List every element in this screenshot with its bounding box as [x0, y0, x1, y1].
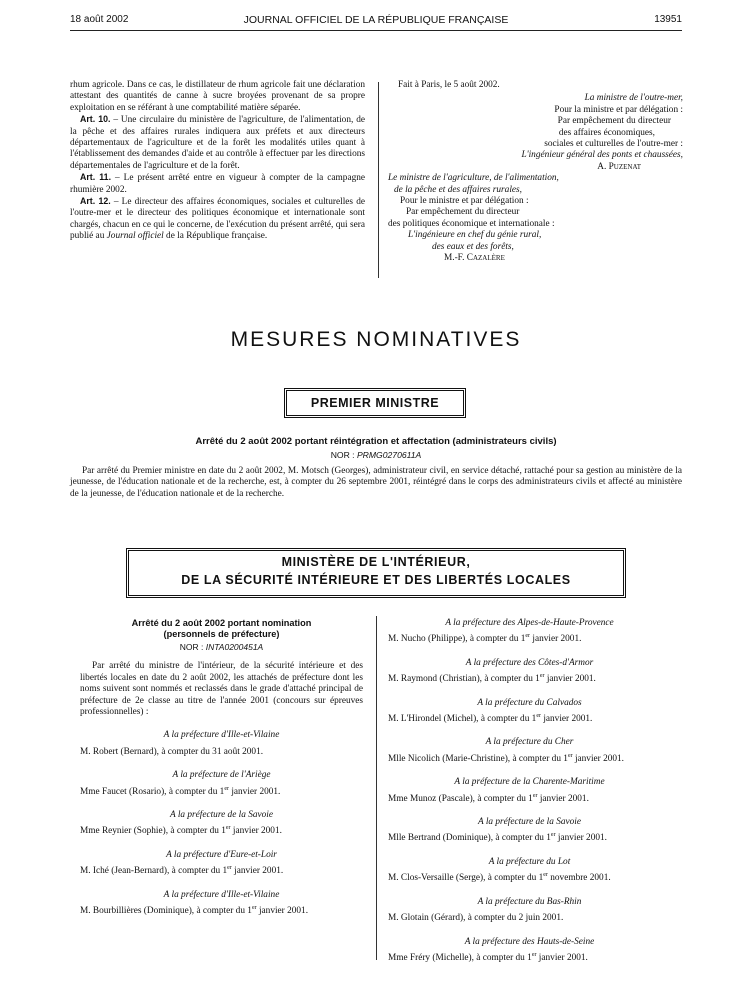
prefecture-heading: A la préfecture d'Ille-et-Vilaine: [163, 730, 280, 741]
signature-1-line: Par empêchement du directeur: [557, 116, 671, 127]
article-text: – Une circulaire du ministère de l'agriculture, de l'alimentation, de la pêche et des affaires rurales indiquera aux préfets et aux directeurs départementaux de l'agriculture et de la forêt les modalités utiles quant à l'établissement des demandes d'aide et au contrôle à effectuer par les directions départementales de l'agriculture et de la forêt.: [70, 115, 365, 171]
list-item: M. Nucho (Philippe), à compter du 1er janvier 2001.: [388, 633, 582, 645]
section-heading: MESURES NOMINATIVES: [230, 328, 522, 351]
list-item: M. Raymond (Christian), à compter du 1er janvier 2001.: [388, 673, 596, 685]
column-divider: [376, 616, 377, 960]
signature-1-title: La ministre de l'outre-mer,: [584, 93, 683, 104]
signature-1-line: sociales et culturelles de l'outre-mer :: [544, 139, 683, 150]
arrete-title: Arrêté du 2 août 2002 portant nomination: [131, 618, 312, 628]
signatures-column: [388, 80, 683, 265]
arrete-paragraph: Par arrêté du Premier ministre en date du 2 août 2002, M. Motsch (Georges), administrateur civil, en service détaché, rattaché pour sa gestion au ministère de la jeunesse, de l'éducation nationale et de la recherche, est, à compter du 26 septembre 2001, réintégré dans le corps des administrateurs civils et affecté au ministère de la jeunesse, de l'éducation nationale et de la recherche.: [70, 466, 682, 499]
page-header: [70, 14, 682, 31]
nor-reference: NOR : PRMG0270611A: [330, 450, 422, 460]
article-10: [70, 114, 365, 172]
header-date: 18 août 2002: [70, 14, 129, 25]
signature-2-line: Pour le ministre et par délégation :: [400, 196, 529, 207]
signature-2-name: M.-F. Cazalère: [444, 253, 505, 264]
prefecture-heading: A la préfecture du Calvados: [477, 697, 582, 708]
prefecture-heading: A la préfecture des Hauts-de-Seine: [464, 936, 595, 947]
list-item: Mme Reynier (Sophie), à compter du 1er janvier 2001.: [80, 825, 282, 837]
prefecture-heading: A la préfecture d'Eure-et-Loir: [166, 849, 277, 860]
article-11: [70, 172, 365, 196]
signature-1-name: A. Puzenat: [597, 161, 641, 172]
arrete-title: Arrêté du 2 août 2002 portant réintégration et affectation (administrateurs civils): [195, 436, 557, 447]
top-left-column: [70, 80, 365, 243]
article-text: – Le présent arrêté entre en vigueur à compter de la campagne rhumière 2002.: [70, 173, 365, 195]
prefecture-heading: A la préfecture de la Savoie: [169, 810, 273, 821]
list-item: Mme Faucet (Rosario), à compter du 1er janvier 2001.: [80, 785, 281, 797]
nor-reference: NOR : INTA0200451A: [179, 642, 264, 652]
article-label: Art. 11.: [80, 172, 112, 183]
paragraph: rhum agricole. Dans ce cas, le distillateur de rhum agricole fait une déclaration attestant des quantités de canne à sucre broyées provenant de sa propre exploitation en se référant à une comptabilité matière séparée.: [70, 80, 365, 113]
list-item: Mme Fréry (Michelle), à compter du 1er janvier 2001.: [388, 951, 588, 963]
prefecture-heading: A la préfecture de l'Ariège: [172, 770, 271, 781]
article-text: de la République française.: [163, 231, 268, 242]
list-item: M. Glotain (Gérard), à compter du 2 juin 2001.: [388, 913, 564, 924]
article-12: [70, 196, 365, 243]
list-item: M. Bourbillières (Dominique), à compter du 1er janvier 2001.: [80, 905, 309, 917]
list-item: M. Clos-Versaille (Serge), à compter du 1er novembre 2001.: [388, 872, 611, 884]
place-date: Fait à Paris, le 5 août 2002.: [398, 80, 500, 90]
nomination-right-column: [388, 618, 671, 964]
nomination-left-column: [80, 618, 363, 918]
list-item: Mlle Bertrand (Dominique), à compter du 1er janvier 2001.: [388, 832, 607, 844]
signature-1-line: L'ingénieur général des ponts et chaussées,: [521, 150, 683, 161]
list-item: M. L'Hirondel (Michel), à compter du 1er janvier 2001.: [388, 712, 593, 725]
arrete-subtitle: (personnels de préfecture): [163, 629, 280, 639]
list-item: M. Iché (Jean-Bernard), à compter du 1er janvier 2001.: [80, 865, 284, 877]
signature-1-line: Pour la ministre et par délégation :: [554, 104, 683, 115]
prefecture-heading: A la préfecture des Côtes-d'Armor: [465, 657, 594, 668]
prefecture-heading: A la préfecture de la Charente-Maritime: [454, 777, 605, 788]
article-label: Art. 10.: [80, 114, 111, 125]
box-line: DE LA SÉCURITÉ INTÉRIEURE ET DES LIBERTÉS LOCALES: [181, 573, 571, 587]
list-item: M. Robert (Bernard), à compter du 31 août 2001.: [80, 746, 264, 757]
header-page-number: 13951: [654, 14, 682, 25]
prefecture-heading: A la préfecture de la Savoie: [477, 817, 581, 828]
signature-2-line: des politiques économique et internationale :: [388, 218, 555, 229]
signature-2-line: Par empêchement du directeur: [406, 207, 520, 218]
signature-2-line: de la pêche et des affaires rurales,: [394, 184, 522, 195]
prefecture-heading: A la préfecture du Cher: [485, 737, 574, 748]
prefecture-heading: A la préfecture du Bas-Rhin: [477, 896, 582, 907]
journal-name: Journal officiel: [106, 231, 164, 242]
ministere-interieur-box: [126, 548, 626, 598]
column-divider: [378, 82, 379, 278]
arrete-paragraph: Par arrêté du ministre de l'intérieur, de la sécurité intérieure et des libertés locales en date du 2 août 2002, les attachés de préfecture dont les noms suivent sont nommés et reclassés dans le grade d'attaché principal de préfecture de 2e classe au titre de l'année 2001 (concours sur épreuves professionnelles) :: [80, 661, 363, 718]
signature-1-line: des affaires économiques,: [558, 127, 655, 138]
article-label: Art. 12.: [80, 196, 111, 207]
prefecture-heading: A la préfecture d'Ille-et-Vilaine: [163, 889, 280, 900]
prefecture-heading: A la préfecture des Alpes-de-Haute-Provence: [445, 618, 614, 628]
signature-2-line: Le ministre de l'agriculture, de l'alimentation,: [388, 173, 559, 184]
premier-ministre-box: PREMIER MINISTRE: [284, 388, 466, 418]
box-line: MINISTÈRE DE L'INTÉRIEUR,: [281, 555, 471, 569]
signature-2-line: des eaux et des forêts,: [432, 241, 514, 252]
header-journal-title: JOURNAL OFFICIEL DE LA RÉPUBLIQUE FRANÇAISE: [243, 14, 509, 26]
prefecture-heading: A la préfecture du Lot: [488, 856, 571, 867]
list-item: Mlle Nicolich (Marie-Christine), à compter du 1er janvier 2001.: [388, 752, 625, 764]
list-item: Mme Munoz (Pascale), à compter du 1er janvier 2001.: [388, 792, 589, 804]
signature-2-line: L'ingénieure en chef du génie rural,: [408, 230, 542, 241]
article-text: – Le directeur des affaires économiques, sociales et culturelles de l'outre-mer et le directeur des politiques économique et internationale sont chargés, chacun en ce qui le concerne, de l'exécution du présent arrêté, qui sera publié au: [70, 197, 365, 242]
